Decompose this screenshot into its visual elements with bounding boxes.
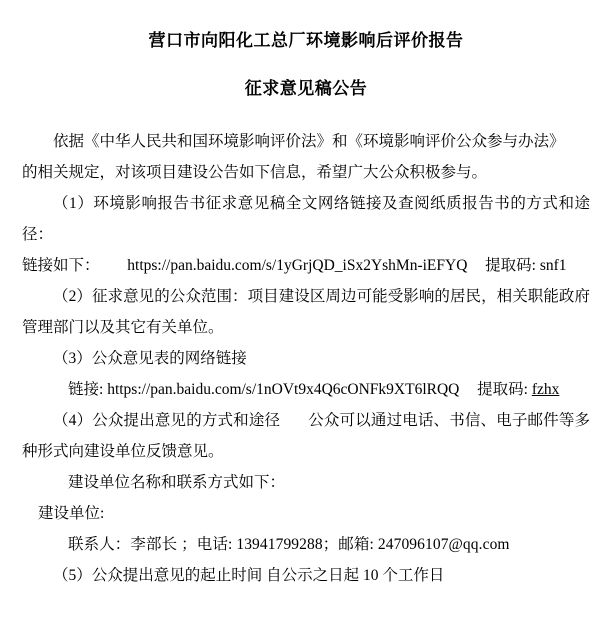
page-title: 营口市向阳化工总厂环境影响后评价报告 bbox=[148, 31, 464, 50]
link-1-label: 链接如下： bbox=[22, 257, 100, 274]
paragraph-item-4 bbox=[22, 405, 590, 467]
item-4-head: （4）公众提出意见的方式和途径 bbox=[53, 412, 281, 429]
paragraph-item-5: （5）公众提出意见的起止时间 自公示之日起 10 个工作日 bbox=[53, 567, 445, 584]
item-4-body: 公众可以通过电话、书信、电子邮件等多种形式向建设单位反馈意见。 bbox=[22, 412, 591, 460]
document-body bbox=[22, 126, 590, 591]
paragraph-item-1: （1）环境影响报告书征求意见稿全文网络链接及查阅纸质报告书的方式和途径： bbox=[22, 195, 590, 243]
paragraph-unit-label: 建设单位: bbox=[38, 505, 105, 522]
link-2-code: fzhx bbox=[531, 381, 560, 398]
paragraph-item-3: （3）公众意见表的网络链接 bbox=[53, 350, 247, 367]
paragraph-item-2: （2）征求意见的公众范围：项目建设区周边可能受影响的居民，相关职能政府管理部门以及其它有关单位。 bbox=[22, 288, 590, 336]
paragraph-contact-intro: 建设单位名称和联系方式如下： bbox=[68, 474, 286, 491]
link-1-code-label: 提取码: bbox=[485, 257, 536, 274]
paragraph-contact-line: 联系人：李部长 ；电话: 13941799288；邮箱: 247096107@qq.com bbox=[68, 536, 510, 553]
link-2-url[interactable]: https://pan.baidu.com/s/1nOVt9x4Q6cONFk9XT6lRQQ bbox=[107, 381, 460, 398]
link-2-label: 链接: bbox=[68, 381, 104, 398]
paragraph-link-1 bbox=[22, 250, 590, 281]
paragraph-intro-line2: 的相关规定，对该项目建设公告如下信息，希望广大公众积极参与。 bbox=[22, 164, 488, 181]
page-subtitle: 征求意见稿公告 bbox=[244, 79, 368, 98]
link-2-code-label: 提取码: bbox=[477, 381, 528, 398]
paragraph-link-2 bbox=[22, 374, 590, 405]
link-1-code: snf1 bbox=[539, 257, 567, 274]
link-1-url[interactable]: https://pan.baidu.com/s/1yGrjQD_iSx2YshMn-iEFYQ bbox=[127, 257, 468, 274]
paragraph-intro-line1: 依据《中华人民共和国环境影响评价法》和《环境影响评价公众参与办法》 bbox=[53, 133, 565, 150]
